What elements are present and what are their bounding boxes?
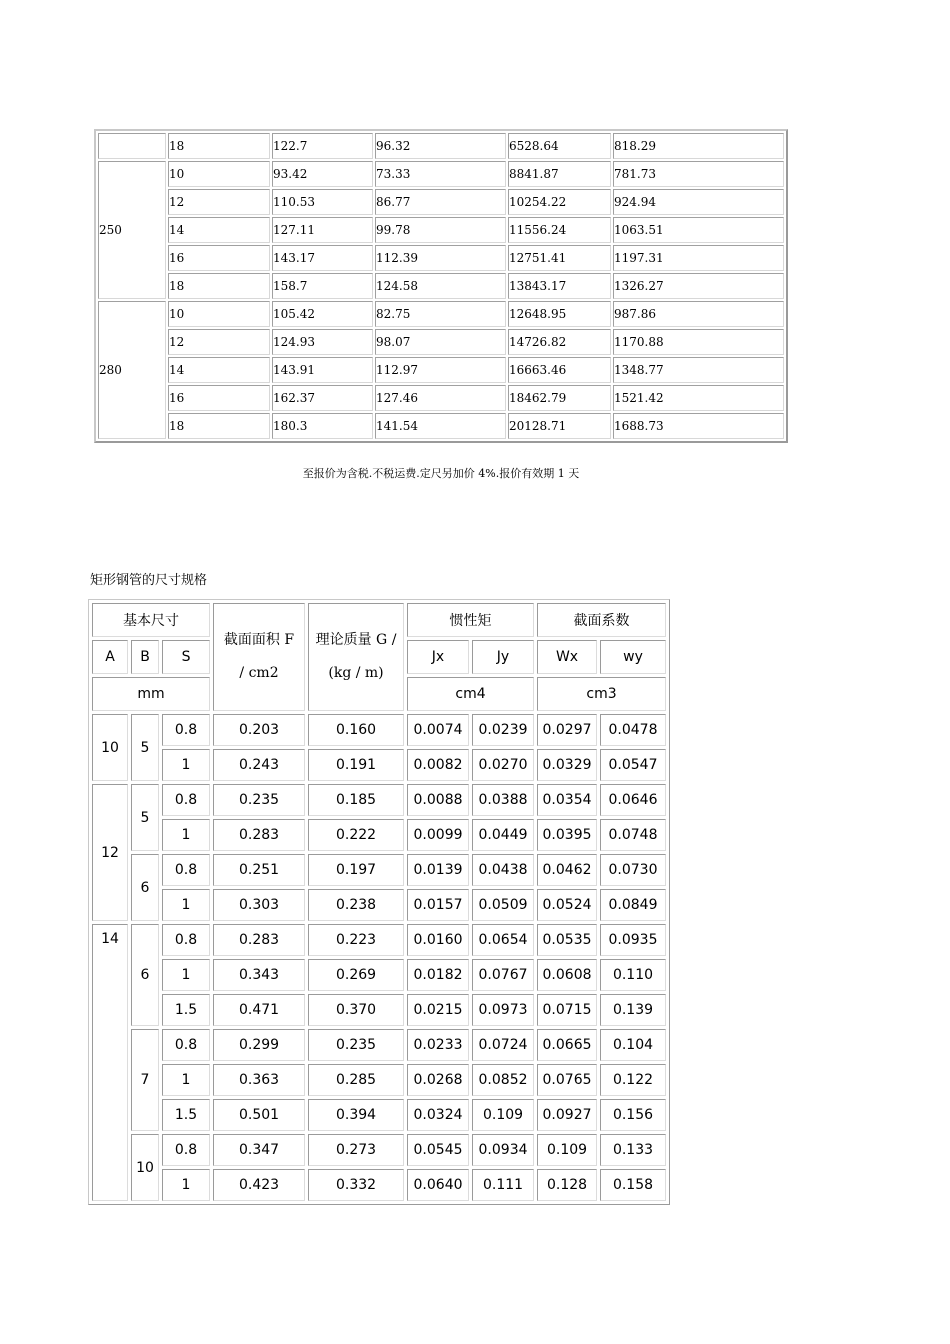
header-area-text: 截面面积 F / cm2 — [223, 632, 295, 681]
table-cell: 18462.79 — [508, 385, 611, 411]
table-cell: 0.133 — [600, 1134, 666, 1166]
table-cell: 0.283 — [213, 924, 305, 956]
table-cell: 0.122 — [600, 1064, 666, 1096]
table-cell: 781.73 — [613, 161, 784, 187]
table-cell: 1688.73 — [613, 413, 784, 439]
table-cell: 0.303 — [213, 889, 305, 921]
table-cell: 0.0233 — [407, 1029, 469, 1061]
table-cell: 0.0730 — [600, 854, 666, 886]
table-cell: 0.343 — [213, 959, 305, 991]
header-area — [213, 603, 305, 711]
table-row — [98, 189, 784, 215]
table-row — [92, 889, 666, 921]
size-cell: 280 — [98, 301, 166, 439]
table-cell: 0.8 — [162, 714, 210, 746]
table-cell: 0.0973 — [472, 994, 534, 1026]
table-cell: 18 — [168, 273, 270, 299]
header-B: B — [131, 640, 159, 674]
table-cell: 0.109 — [472, 1099, 534, 1131]
table-cell: 20128.71 — [508, 413, 611, 439]
cell-B: 6 — [131, 924, 159, 1026]
table-row — [98, 245, 784, 271]
table-cell: 124.58 — [375, 273, 506, 299]
table-cell: 82.75 — [375, 301, 506, 327]
table-cell: 1521.42 — [613, 385, 784, 411]
table-cell: 11556.24 — [508, 217, 611, 243]
table-row — [92, 1099, 666, 1131]
table-cell: 0.0927 — [537, 1099, 597, 1131]
table-cell: 0.104 — [600, 1029, 666, 1061]
table-cell: 0.0547 — [600, 749, 666, 781]
table-cell: 162.37 — [272, 385, 373, 411]
table-cell: 86.77 — [375, 189, 506, 215]
table-cell: 0.0438 — [472, 854, 534, 886]
table-cell: 987.86 — [613, 301, 784, 327]
table-cell: 1326.27 — [613, 273, 784, 299]
table-cell: 0.269 — [308, 959, 404, 991]
table-cell: 0.0239 — [472, 714, 534, 746]
table-cell: 0.501 — [213, 1099, 305, 1131]
table-row — [92, 714, 666, 746]
table-cell: 0.0724 — [472, 1029, 534, 1061]
table-cell: 16663.46 — [508, 357, 611, 383]
table-cell: 818.29 — [613, 133, 784, 159]
table-row — [92, 924, 666, 956]
table-cell: 0.0535 — [537, 924, 597, 956]
table-cell: 14726.82 — [508, 329, 611, 355]
table-cell: 0.370 — [308, 994, 404, 1026]
table-row — [98, 385, 784, 411]
table-cell: 18 — [168, 413, 270, 439]
table-cell: 12648.95 — [508, 301, 611, 327]
table-cell: 0.0082 — [407, 749, 469, 781]
price-table — [94, 129, 788, 443]
table-cell: 10 — [168, 161, 270, 187]
table-cell: 0.185 — [308, 784, 404, 816]
table-cell: 0.471 — [213, 994, 305, 1026]
table-cell: 0.0545 — [407, 1134, 469, 1166]
table-cell: 0.0654 — [472, 924, 534, 956]
header-unit-cm4: cm4 — [407, 677, 534, 711]
table-cell: 1 — [162, 1169, 210, 1201]
table-row — [98, 273, 784, 299]
table-cell: 0.0852 — [472, 1064, 534, 1096]
table-cell: 0.423 — [213, 1169, 305, 1201]
header-A: A — [92, 640, 128, 674]
table-cell: 12 — [168, 329, 270, 355]
table-cell: 0.0324 — [407, 1099, 469, 1131]
table-cell: 12 — [168, 189, 270, 215]
table-cell: 0.0765 — [537, 1064, 597, 1096]
table-cell: 0.0268 — [407, 1064, 469, 1096]
table-cell: 158.7 — [272, 273, 373, 299]
table-cell: 0.394 — [308, 1099, 404, 1131]
table-cell: 0.222 — [308, 819, 404, 851]
table-cell: 18 — [168, 133, 270, 159]
table-cell: 0.0646 — [600, 784, 666, 816]
header-inertia: 惯性矩 — [407, 603, 534, 637]
table-cell: 0.8 — [162, 784, 210, 816]
header-unit-mm: mm — [92, 677, 210, 711]
header-wy: wy — [600, 640, 666, 674]
table-cell: 1348.77 — [613, 357, 784, 383]
header-mass-text: 理论质量 G / (kg / m) — [315, 632, 397, 681]
table-cell: 14 — [168, 357, 270, 383]
header-unit-cm3: cm3 — [537, 677, 666, 711]
table-cell: 0.0449 — [472, 819, 534, 851]
table-row — [92, 784, 666, 816]
table-cell: 96.32 — [375, 133, 506, 159]
table-cell: 122.7 — [272, 133, 373, 159]
table-cell: 0.0478 — [600, 714, 666, 746]
table-row — [92, 959, 666, 991]
table-cell: 0.0182 — [407, 959, 469, 991]
table-cell: 105.42 — [272, 301, 373, 327]
table-cell: 0.0849 — [600, 889, 666, 921]
table-row — [98, 217, 784, 243]
table-row — [98, 357, 784, 383]
table-cell: 0.0329 — [537, 749, 597, 781]
table-cell: 0.0462 — [537, 854, 597, 886]
table-cell: 0.8 — [162, 924, 210, 956]
table-cell: 0.191 — [308, 749, 404, 781]
table-cell: 127.11 — [272, 217, 373, 243]
cell-A: 14 — [92, 924, 128, 1201]
table-cell: 0.0139 — [407, 854, 469, 886]
table-cell: 12751.41 — [508, 245, 611, 271]
size-cell — [98, 133, 166, 159]
table-cell: 1 — [162, 819, 210, 851]
table-cell: 16 — [168, 245, 270, 271]
table-cell: 73.33 — [375, 161, 506, 187]
header-Wx: Wx — [537, 640, 597, 674]
table-cell: 124.93 — [272, 329, 373, 355]
table-row — [92, 1169, 666, 1201]
table-row — [92, 819, 666, 851]
table-cell: 0.0608 — [537, 959, 597, 991]
table-cell: 1170.88 — [613, 329, 784, 355]
table-cell: 0.0767 — [472, 959, 534, 991]
table-cell: 1.5 — [162, 994, 210, 1026]
table-cell: 1197.31 — [613, 245, 784, 271]
table-cell: 0.0074 — [407, 714, 469, 746]
table-cell: 99.78 — [375, 217, 506, 243]
table-cell: 0.0354 — [537, 784, 597, 816]
table-cell: 0.0099 — [407, 819, 469, 851]
table-cell: 0.203 — [213, 714, 305, 746]
table-cell: 112.39 — [375, 245, 506, 271]
table-cell: 0.0388 — [472, 784, 534, 816]
table-cell: 143.17 — [272, 245, 373, 271]
table-cell: 0.0509 — [472, 889, 534, 921]
header-S: S — [162, 640, 210, 674]
table-row — [92, 854, 666, 886]
table-cell: 0.0160 — [407, 924, 469, 956]
table-cell: 110.53 — [272, 189, 373, 215]
cell-B: 10 — [131, 1134, 159, 1201]
table-cell: 1.5 — [162, 1099, 210, 1131]
table-cell: 0.0935 — [600, 924, 666, 956]
table-cell: 0.0395 — [537, 819, 597, 851]
table-cell: 141.54 — [375, 413, 506, 439]
table-cell: 127.46 — [375, 385, 506, 411]
table-cell: 8841.87 — [508, 161, 611, 187]
table-cell: 0.197 — [308, 854, 404, 886]
size-cell: 250 — [98, 161, 166, 299]
table-cell: 10 — [168, 301, 270, 327]
table-cell: 0.347 — [213, 1134, 305, 1166]
cell-A: 10 — [92, 714, 128, 781]
table-cell: 0.273 — [308, 1134, 404, 1166]
cell-B: 5 — [131, 714, 159, 781]
table-cell: 0.0157 — [407, 889, 469, 921]
table-cell: 0.0297 — [537, 714, 597, 746]
table-row — [98, 413, 784, 439]
table-cell: 0.0640 — [407, 1169, 469, 1201]
table-cell: 0.283 — [213, 819, 305, 851]
header-Jy: Jy — [472, 640, 534, 674]
table-cell: 0.0270 — [472, 749, 534, 781]
table-cell: 0.0665 — [537, 1029, 597, 1061]
cell-B: 6 — [131, 854, 159, 921]
table-row — [98, 161, 784, 187]
table-cell: 0.332 — [308, 1169, 404, 1201]
table-cell: 0.251 — [213, 854, 305, 886]
table-cell: 98.07 — [375, 329, 506, 355]
cell-B: 7 — [131, 1029, 159, 1131]
table-cell: 1063.51 — [613, 217, 784, 243]
table-cell: 0.0088 — [407, 784, 469, 816]
table-cell: 0.156 — [600, 1099, 666, 1131]
header-basic-size: 基本尺寸 — [92, 603, 210, 637]
table-cell: 0.8 — [162, 1134, 210, 1166]
table-row — [92, 1064, 666, 1096]
table-row — [98, 301, 784, 327]
table-cell: 0.0524 — [537, 889, 597, 921]
table-row — [98, 329, 784, 355]
table-cell: 93.42 — [272, 161, 373, 187]
table-cell: 14 — [168, 217, 270, 243]
table-cell: 924.94 — [613, 189, 784, 215]
header-section-modulus: 截面系数 — [537, 603, 666, 637]
table-cell: 0.158 — [600, 1169, 666, 1201]
table-cell: 0.111 — [472, 1169, 534, 1201]
table-cell: 180.3 — [272, 413, 373, 439]
table-row — [98, 133, 784, 159]
table-cell: 0.363 — [213, 1064, 305, 1096]
table-cell: 0.285 — [308, 1064, 404, 1096]
table-row — [92, 994, 666, 1026]
table-cell: 0.110 — [600, 959, 666, 991]
table-cell: 0.223 — [308, 924, 404, 956]
table-cell: 0.128 — [537, 1169, 597, 1201]
table-cell: 0.238 — [308, 889, 404, 921]
table-cell: 1 — [162, 749, 210, 781]
table-cell: 0.0215 — [407, 994, 469, 1026]
table-cell: 143.91 — [272, 357, 373, 383]
section-caption: 矩形钢管的尺寸规格 — [90, 573, 208, 588]
table-cell: 0.8 — [162, 1029, 210, 1061]
table-cell: 0.139 — [600, 994, 666, 1026]
table-cell: 0.235 — [308, 1029, 404, 1061]
header-mass — [308, 603, 404, 711]
table-cell: 0.235 — [213, 784, 305, 816]
table-row — [92, 1029, 666, 1061]
table-cell: 0.109 — [537, 1134, 597, 1166]
table-cell: 13843.17 — [508, 273, 611, 299]
table-row — [92, 749, 666, 781]
rect-tube-spec-table — [88, 599, 670, 1205]
table-cell: 112.97 — [375, 357, 506, 383]
table-cell: 10254.22 — [508, 189, 611, 215]
table-cell: 0.8 — [162, 854, 210, 886]
table-cell: 1 — [162, 1064, 210, 1096]
table-cell: 1 — [162, 889, 210, 921]
table-cell: 6528.64 — [508, 133, 611, 159]
table-cell: 0.0934 — [472, 1134, 534, 1166]
table-cell: 1 — [162, 959, 210, 991]
table-cell: 0.0715 — [537, 994, 597, 1026]
cell-B: 5 — [131, 784, 159, 851]
price-note: 至报价为含税.不税运费.定尺另加价 4%.报价有效期 1 天 — [302, 467, 580, 480]
cell-A: 12 — [92, 784, 128, 921]
table-cell: 0.299 — [213, 1029, 305, 1061]
table-cell: 0.243 — [213, 749, 305, 781]
table-cell: 0.160 — [308, 714, 404, 746]
table-cell: 0.0748 — [600, 819, 666, 851]
table-cell: 16 — [168, 385, 270, 411]
table-row — [92, 1134, 666, 1166]
header-Jx: Jx — [407, 640, 469, 674]
